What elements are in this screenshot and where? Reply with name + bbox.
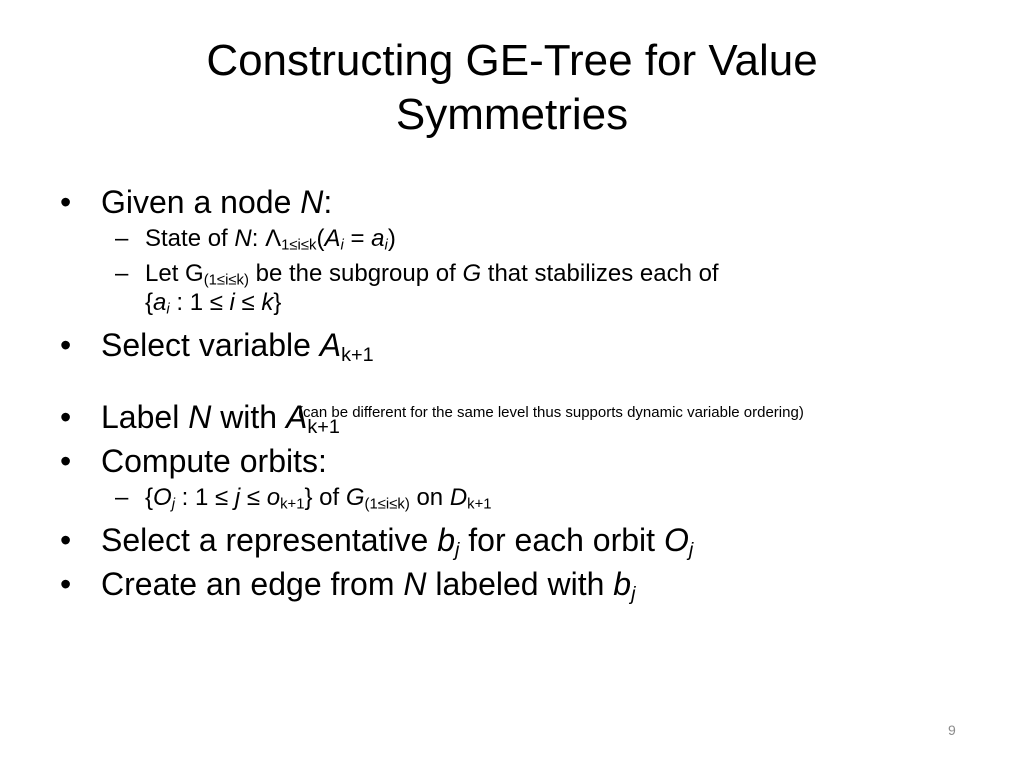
- bullet-dot: •: [60, 443, 72, 479]
- bullet-dot: •: [60, 399, 72, 435]
- bullet-list: [60, 180, 980, 606]
- bullet-create-edge: • Create an edge from N labeled with $b_j$: [60, 562, 980, 606]
- sub-bullet-dash: –: [115, 260, 129, 287]
- sub-bullet-orbits: – {$O_j$ : $1 \le j \le o_{k+1}$} of $G_{(1\le i\le k)}$ on $D_{k+1}$: [115, 484, 492, 513]
- sub-bullet-state: – State of N: $\Lambda_{1\le i\le k}(A_i = a_i)$: [115, 225, 396, 254]
- bullet-compute-orbits: • Compute orbits:: [60, 439, 980, 483]
- bullet-select-representative: • Select a representative $b_j$ for each orbit $O_j$: [60, 518, 980, 562]
- bullet-given-node: • Given a node N:: [60, 180, 980, 224]
- sub-bullet-dash: –: [115, 225, 129, 252]
- bullet-dot: •: [60, 522, 72, 558]
- bullet-label-node: • Label N with $A_{k+1}$: [60, 395, 980, 439]
- variable-ordering-note: (can be different for the same level thus supports dynamic variable ordering): [298, 404, 804, 421]
- bullet-dot: •: [60, 327, 72, 363]
- sub-bullet-subgroup: – Let $G_{(1\le i\le k)}$ be the subgroup of G that stabilizes each of {$a_i$ : 1 ≤ i ≤ k}: [115, 260, 719, 318]
- bullet-dot: •: [60, 184, 72, 220]
- slide-title-line-1: Constructing GE-Tree for Value: [206, 36, 818, 85]
- slide-title-line-2: Symmetries: [395, 90, 629, 139]
- slide-number: 9: [948, 722, 956, 738]
- bullet-dot: •: [60, 566, 72, 602]
- bullet-select-variable: • Select variable $A_{k+1}$: [60, 323, 980, 367]
- slide-title: [0, 34, 1024, 142]
- sub-bullet-dash: –: [115, 484, 129, 511]
